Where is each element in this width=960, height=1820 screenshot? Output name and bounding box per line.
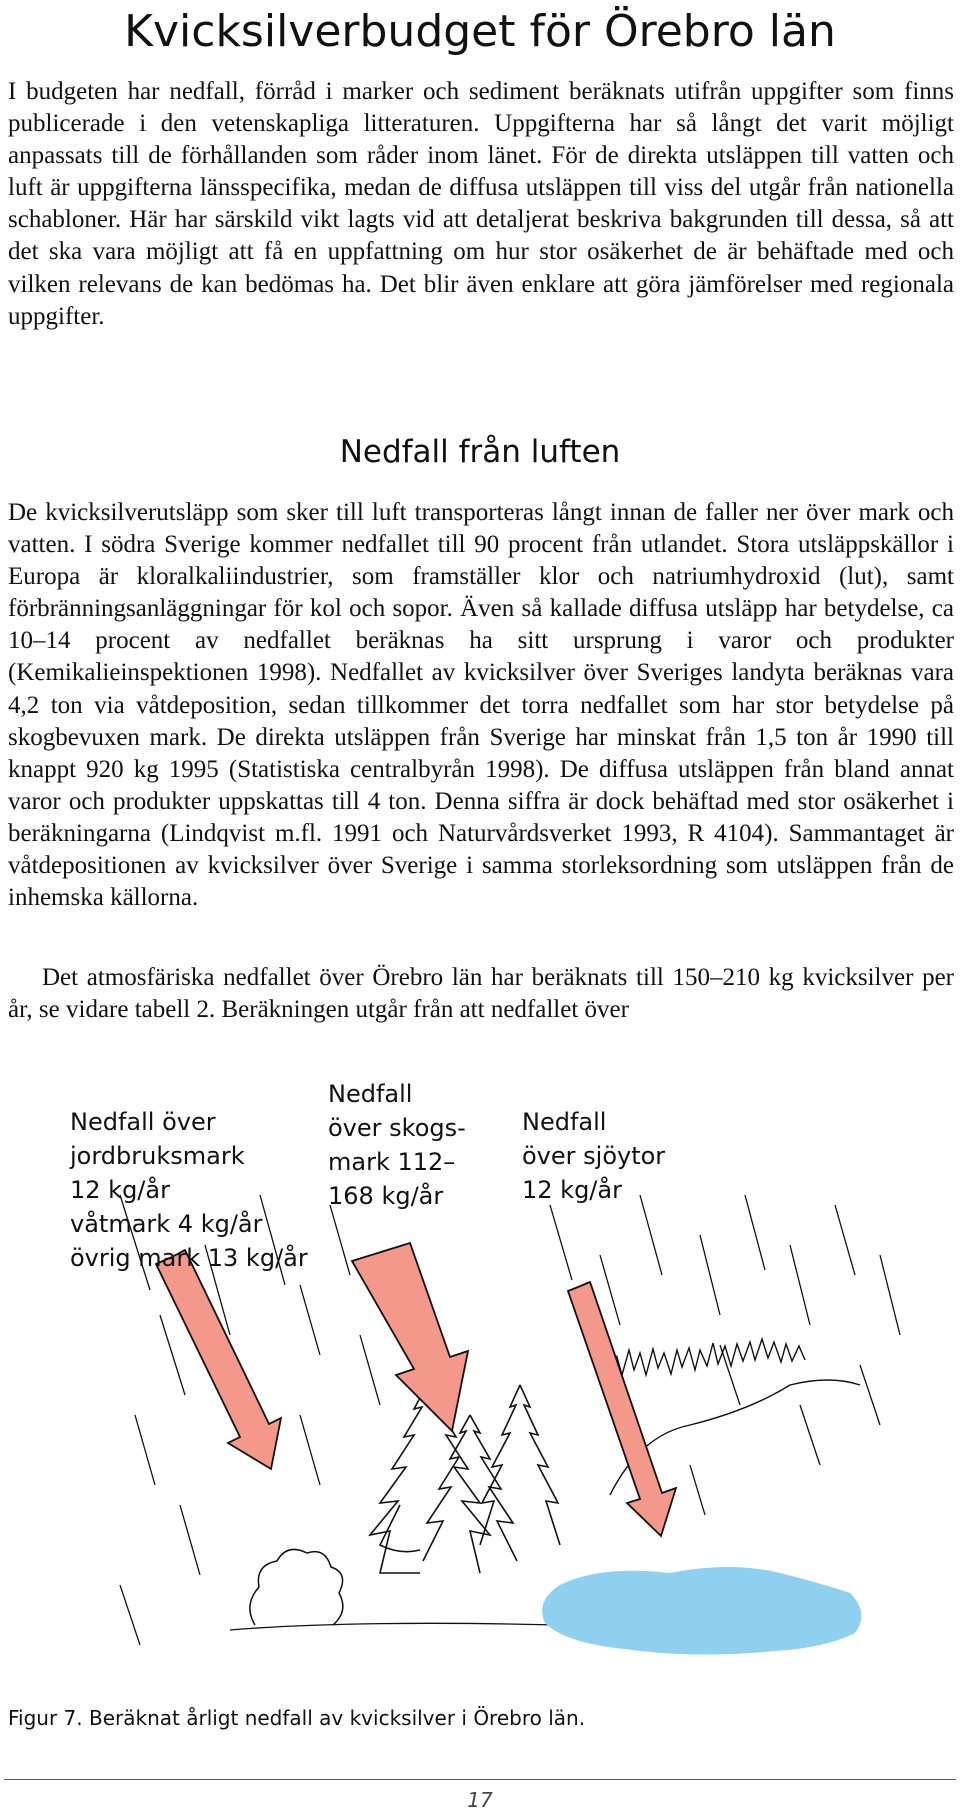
bush	[250, 1549, 343, 1625]
deposition-figure	[0, 1080, 960, 1685]
label-lake: Nedfall över sjöytor 12 kg/år	[522, 1108, 666, 1204]
rain-stroke	[690, 1465, 705, 1515]
page-title: Kvicksilverbudget för Örebro län	[124, 6, 836, 57]
rain-stroke	[360, 1335, 380, 1405]
rain-stroke	[550, 1205, 572, 1280]
page-number: 17	[467, 1788, 493, 1812]
arrow-lake	[568, 1282, 676, 1536]
lake	[542, 1567, 861, 1655]
label-agriculture: Nedfall över jordbruksmark 12 kg/år våtmark 4 kg/år övrig mark 13 kg/år	[70, 1108, 308, 1272]
rain-stroke	[790, 1245, 810, 1325]
rain-stroke	[180, 1505, 200, 1575]
rain-stroke	[720, 1345, 740, 1405]
treeline	[600, 1339, 805, 1385]
rain-stroke	[800, 1405, 820, 1465]
footer-rule	[4, 1779, 956, 1780]
rain-stroke	[880, 1255, 900, 1335]
body-paragraph-2: Det atmosfäriska nedfallet över Örebro län har beräknats till 150–210 kg kvicksilver per år, se vidare tabell 2. Beräkningen utgår från att nedfallet över	[8, 964, 954, 1024]
rain-stroke	[300, 1285, 320, 1355]
rain-stroke	[640, 1195, 662, 1275]
ground-line	[230, 1623, 560, 1630]
rain-stroke	[700, 1235, 720, 1315]
rain-stroke	[300, 1415, 320, 1485]
rain-stroke	[835, 1205, 855, 1275]
arrow-agriculture	[156, 1250, 281, 1469]
rain-stroke	[120, 1585, 140, 1645]
intro-paragraph: I budgeten har nedfall, förråd i marker och sediment beräknats utifrån uppgifter som finns publicerade i den vetenskapliga litteraturen. Uppgifterna har så långt det varit möjligt anpassats till de förhållanden som råder inom länet. För de direkta utsläppen till vatten och luft är uppgifterna länsspecifika, medan de diffusa utsläppen till viss del utgår från nationella schabloner. Här har särskild vikt lagts vid att detaljerat beskriva bakgrunden till dessa, så att det ska vara möjligt att få en uppfattning om hur stor osäkerhet de är behäftade med och vilken relevans de kan bedömas ha. Det blir även enklare att göra jämförelser med regionala uppgifter.	[8, 78, 954, 330]
figure-caption: Figur 7. Beräknat årligt nedfall av kvicksilver i Örebro län.	[8, 1706, 586, 1730]
rain-stroke	[160, 1315, 185, 1395]
arrow-forest	[352, 1243, 468, 1431]
body-paragraph-1: De kvicksilverutsläpp som sker till luft transporteras långt innan de faller ner över mark och vatten. I södra Sverige kommer nedfallet till 90 procent från utlandet. Stora utsläppskällor i Europa är kloralkaliindustrier, som framställer klor och natriumhydroxid (lut), samt förbränningsanläggningar för kol och sopor. Även så kallade diffusa utsläpp har betydelse, ca 10–14 procent av nedfallet beräknas ha sitt ursprung i varor och produkter (Kemikalieinspektionen 1998). Nedfallet av kvicksilver över Sveriges landyta beräknas vara 4,2 ton via våtdeposition, sedan tillkommer det torra nedfallet som har stor betydelse på skogbevuxen mark. De direkta utsläppen från Sverige har minskat från 1,5 ton år 1990 till knappt 920 kg 1995 (Statistiska centralbyrån 1998). De diffusa utsläppen från bland annat varor och produkter uppskattas till 4 ton. Denna siffra är dock behäftad med stor osäkerhet i beräkningarna (Lindqvist m.fl. 1991 och Naturvårdsverket 1993, R 4104). Sammantaget är våtdepositionen av kvicksilver över Sverige i samma storleksordning som utsläppen från de inhemska källorna.	[8, 499, 954, 912]
forest-trees	[370, 1365, 560, 1573]
rain-stroke	[745, 1195, 765, 1270]
rain-stroke	[135, 1415, 155, 1485]
label-forest: Nedfall över skogs- mark 112– 168 kg/år	[328, 1080, 466, 1210]
rain-stroke	[600, 1255, 620, 1325]
rain-stroke	[860, 1365, 880, 1425]
rain-stroke	[330, 1205, 350, 1275]
section-heading: Nedfall från luften	[339, 434, 621, 470]
